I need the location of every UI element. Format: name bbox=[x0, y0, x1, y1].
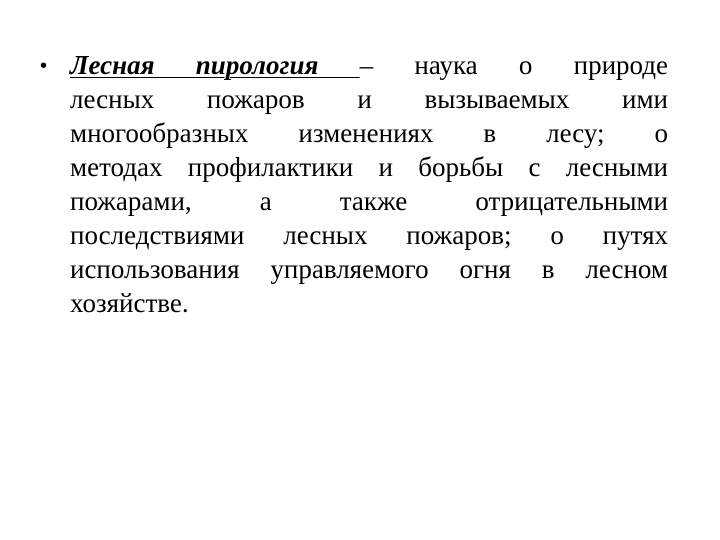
definition-line-5: пожарами, а также отрицательными bbox=[70, 186, 668, 216]
bullet-marker: • bbox=[40, 55, 48, 77]
definition-line-8: хозяйстве. bbox=[70, 288, 189, 318]
definition-paragraph bbox=[70, 48, 668, 320]
definition-line-4: методах профилактики и борьбы с лесными bbox=[70, 152, 668, 182]
definition-line-3: многообразных изменениях в лесу; о bbox=[70, 118, 668, 148]
definition-line-2: лесных пожаров и вызываемых ими bbox=[70, 84, 668, 114]
definition-line-7: использования управляемого огня в лесном bbox=[70, 254, 668, 284]
definition-line-1-rest: – наука о природе bbox=[359, 50, 668, 80]
term-word-1: Лесная bbox=[70, 50, 196, 80]
definition-line-6: последствиями лесных пожаров; о путях bbox=[70, 220, 668, 250]
definition-line-1 bbox=[70, 48, 668, 82]
term-word-2: пирология bbox=[195, 50, 360, 80]
